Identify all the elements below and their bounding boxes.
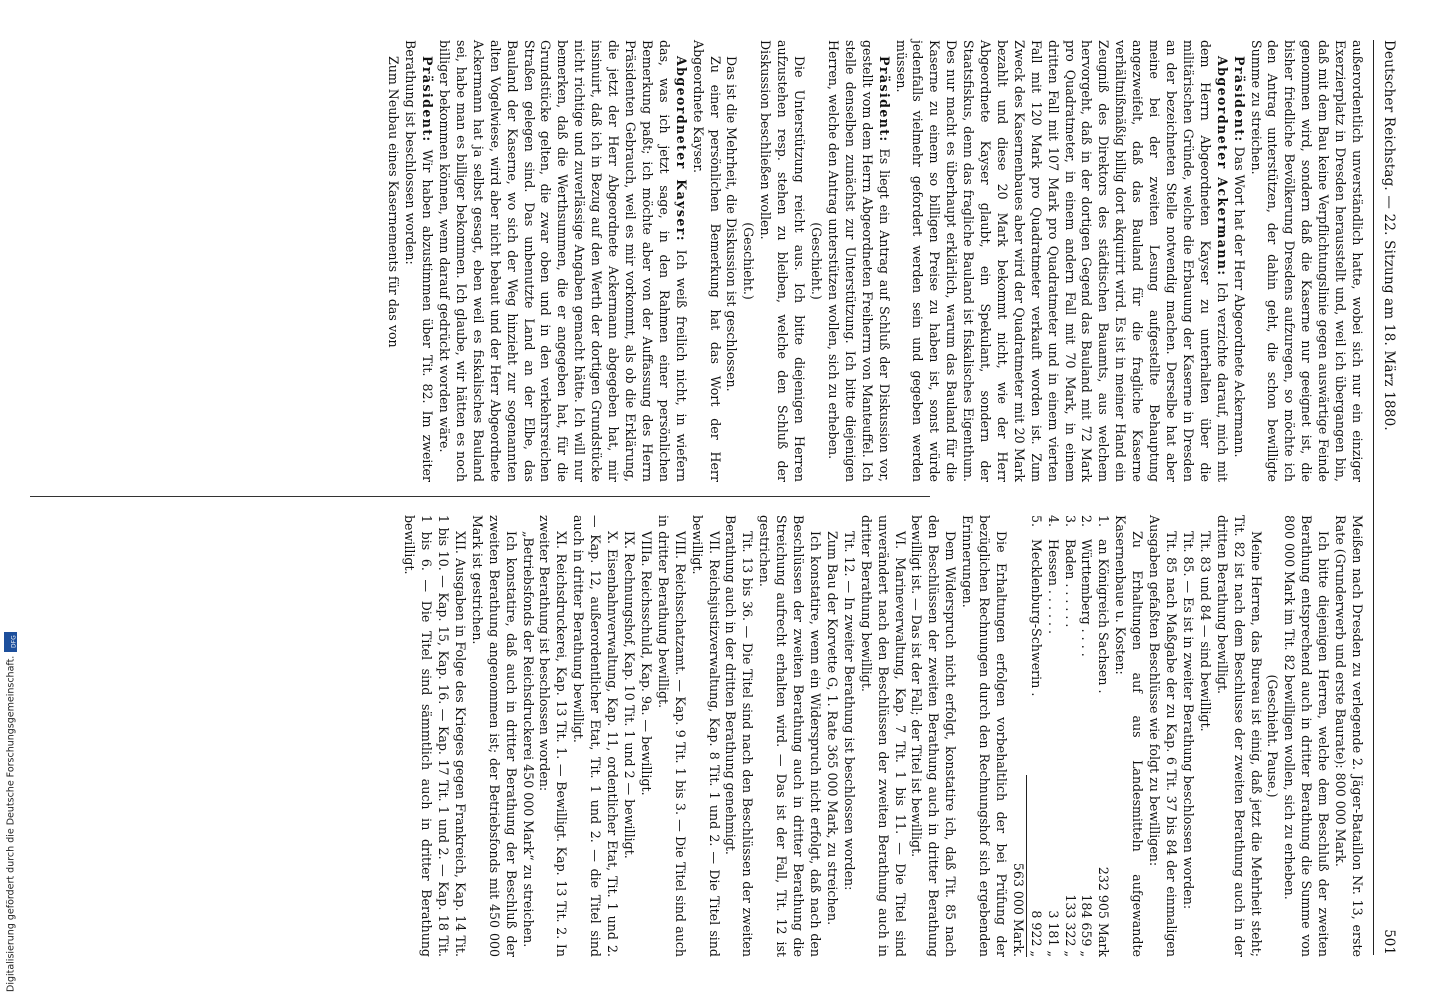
speaker-paragraph [824, 40, 892, 482]
tally-number: 3. [1062, 515, 1078, 528]
paragraph: Tit. 12. — In zweiter Berathung ist beschlossen worden: [841, 531, 857, 891]
stage-direction: (Geschieht.) [809, 222, 824, 300]
speaker-paragraph [401, 40, 435, 482]
paragraph: XI. Reichsdruckerei, Kap. 13 Tit. 1. — Bewilligt. Kap. 13 Tit. 2. In zweiter Berathung ist beschlossen worden: [537, 515, 570, 957]
column-left [30, 40, 1365, 482]
paragraph: Zum Neubau eines Kasernements für das von [386, 56, 402, 348]
paragraph: Tit. 83 und 84 — sind bewilligt. [1197, 531, 1213, 732]
paragraph: Die Unterstützung reicht aus. Ich bitte diejenigen Herren aufzustehen resp. stehen zu bleiben, welche den Schluß der Diskussion beschließen wollen. [758, 40, 808, 482]
tally-name: an Königreich Sachsen . [1096, 539, 1112, 694]
paragraph: Meißen nach Dresden zu verlegende 2. Jäger-Bataillon Nr. 13, erste Rate (Grunderwerb und erste Baurate): 800 000 Mark. [1333, 515, 1365, 957]
speech-text: Es liegt ein Antrag auf Schluß der Diskussion vor, gestellt vom dem Herrn Abgeordneten Freiherrn von Manteuffel. Ich stelle denselben zunächst zur Unterstützung. Ich bitte diejenigen Herren, welche den Antrag unterstützen wollen, sich zu erheben. [825, 40, 892, 482]
paragraph: VIIIa. Reichsschuld, Kap. 9a. — bewilligt. [638, 531, 654, 796]
speaker-name: Präsident: [1231, 56, 1247, 143]
paragraph: Das ist die Mehrheit, die Diskussion ist geschlossen. [724, 56, 740, 392]
paragraph: Zum Bau der Korvette G, 1. Rate 365 000 Mark, zu streichen. [824, 531, 840, 926]
tally-total: 563 000 Mark. [1009, 775, 1027, 957]
scanned-page [20, 10, 1405, 985]
tally-name: Württemberg . . . . [1079, 539, 1095, 657]
paragraph: Ich konstatire, wenn ein Widerspruch nicht erfolgt, daß nach den Beschlüssen der zweiten Berathung auch in dritter Berathung die Streichung aufrecht erhalten wird. — Das ist der Fall, Tit. 12 ist gestrichen. [757, 515, 823, 957]
paragraph: VII. Reichsjustizverwaltung, Kap. 8 Tit. 1 und 2. — Die Titel sind bewilligt. [689, 515, 722, 957]
stage-direction: (Geschieht. Pause.) [1265, 674, 1281, 798]
tally-number: 2. [1079, 515, 1095, 528]
header-rule [1373, 40, 1374, 955]
page-title: Deutscher Reichstag. — 22. Sitzung am 18. März 1880. [1381, 40, 1397, 431]
paragraph: „Betriebsfonds der Reichsdruckerei 450 000 Mark“ zu streichen. [520, 531, 536, 948]
paragraph: Tit. 13 bis 36. — Die Titel sind nach den Beschlüssen der zweiten Berathung auch in der dritten Berathung genehmigt. [723, 515, 756, 957]
stage-direction: (Geschieht.) [741, 222, 757, 300]
paragraph: Ich bitte diejenigen Herren, welche dem Beschluß der zweiten Berathung entsprechend auch in dritter Berathung die Summe von 800 000 Mark im Tit. 82 bewilligen wollen, sich zu erheben. [1282, 515, 1332, 957]
tally-name: Mecklenburg-Schwerin . [1028, 539, 1044, 697]
tally-amount: 184 659 „ [1079, 894, 1095, 957]
speaker-paragraph [892, 40, 1230, 482]
tally-row [1027, 515, 1044, 957]
tally-row [1078, 515, 1095, 957]
tally-row [1061, 515, 1078, 957]
dfg-logo: DFG [5, 632, 18, 652]
paragraph: außerordentlich unverständlich hatte, wobei sich nur ein einziger Exerzierplatz in Dresden herausstellt und, weil ich übergangen bin, daß mit dem Bau keine Verpflichtungslinie gegen auswärtige Feinde genommen wird, sondern daß die Kaserne nur geeignet ist, die bisher friedliche Bevölkerung Dresdens aufzuregen, so möchte ich den Antrag unterstützen, der dahin geht, die schon bewilligte Summe zu streichen. [1248, 40, 1365, 482]
tally-number: 5. [1028, 515, 1044, 528]
column-right [30, 515, 1365, 957]
speaker-name: Abgeordneter Kayser: [673, 56, 689, 242]
paragraph: Ich konstatire, daß auch in dritter Berathung der Beschluß der zweiten Berathung angenommen ist; der Betriebsfonds mit 450 000 Mark ist gestrichen. [469, 515, 519, 957]
column-divider [30, 496, 930, 497]
tally-row [1044, 515, 1061, 957]
credit-text: Digitalisierung gefördert durch die Deutsche Forschungsgemeinschaft. [5, 655, 17, 992]
paragraph: XII. Ausgaben in Folge des Krieges gegen Frankreich, Kap. 14 Tit. 1 bis 10. — Kap. 15, Kap. 16. — Kap. 17 Tit. 1 und 2. — Kap. 18 Tit. 1 bis 6. — Die Titel sind sämmtlich auch in dritter Berathung bewilligt. [402, 515, 468, 957]
speech-text: Wir haben abzustimmen über Tit. 82. Im zweiter Berathung ist beschlossen worden: [403, 40, 436, 482]
speech-text: Ich weiß freilich nicht, in wiefern das, was ich jetzt sage, in den Rahmen einer persönlichen Bemerkung paßt; ich möchte aber von der Auffassung des Herrn Präsidenten Gebrauch, weil es mir vorkommt, als ob die Erklärung, die jetzt der Herr Abgeordnete Ackermann abgegeben hat, mir insinuirt, daß ich in Bezug auf den Werth der dortigen Grundstücke nicht richtige und zuverlässige Angaben gemacht hätte. Ich will nur bemerken, daß die Werthsummen, die er angegeben hat, für die Grundstücke gelten, die zwar oben und in den verkehrsreichen Straßen gelegen sind. Das unbenutzte Land an der Elbe, das Bauland der Kaserne, wo sich der Weg hinzieht zur sogenannten alten Vogelwiese, wird aber nicht bebaut und der Herr Abgeordnete Ackermann hat ja selbst gesagt, eben weil es fiskalisches Bauland sei, habe man es billiger bekommen. Ich glaube, wir hätten es noch billiger bekommen können, wenn darauf gedrückt worden wäre. [437, 40, 689, 482]
tally-amount: 8 922 „ [1028, 910, 1044, 957]
page-number: 501 [1381, 929, 1397, 955]
page-upright [20, 10, 1405, 985]
tally-amount: 232 905 Mark [1096, 866, 1112, 957]
speaker-name: Abgeordneter Ackermann: [1214, 56, 1230, 277]
paragraph: Zu einer persönlichen Bemerkung hat das Wort der Herr Abgeordnete Kayser. [690, 40, 723, 482]
sidebar-credit [0, 0, 22, 1000]
tally-number: 4. [1045, 515, 1061, 528]
paragraph: Meine Herren, das Bureau ist einig, daß jetzt die Mehrheit steht; Tit. 82 ist nach dem Beschlusse der zweiten Berathung auch in der dritten Berathung bewilligt. [1214, 515, 1264, 957]
tally-row [1095, 515, 1112, 957]
paragraph: VI. Marineverwaltung, Kap. 7 Tit. 1 bis 11. — Die Titel sind unverändert nach den Beschlüssen der zweiten Berathung auch in dritter Berathung bewilligt. [858, 515, 908, 957]
paragraph: Tit. 85. — Es ist in zweiter Berathung beschlossen worden: [1180, 531, 1196, 910]
speaker-name: Präsident: [876, 56, 892, 143]
paragraph: Tit. 85 nach Maßgabe der zu Kap. 6 Tit. 37 bis 84 der einmaligen Ausgaben gefaßten Beschlüsse wie folgt zu bewilligen: [1147, 515, 1180, 957]
tally-amount: 133 322 „ [1062, 894, 1078, 957]
speaker-name: Präsident: [420, 56, 436, 143]
speech-text: Das Wort hat der Herr Abgeordnete Ackermann. [1231, 142, 1247, 458]
paragraph: VIII. Reichsschatzamt. — Kap. 9 Tit. 1 bis 3. — Die Titel sind auch in dritter Berathung bewilligt. [655, 515, 688, 957]
paragraph: IX. Rechnungshof, Kap. 10 Tit. 1 und 2 — bewilligt. [622, 531, 638, 859]
speaker-paragraph [435, 40, 689, 482]
paragraph: Zu Erhaltungen auf aus Landesmitteln aufgewandte Kasernenbaue u. Kosten: [1113, 515, 1146, 957]
tally-name: Hessen . . . . . . [1045, 539, 1061, 634]
tally-amount: 3 181 „ [1045, 910, 1061, 957]
running-header [1375, 40, 1397, 955]
tally-number: 1. [1096, 515, 1112, 528]
tally-name: Baden . . . . . . [1062, 539, 1078, 628]
paragraph: Dem Widerspruch nicht erfolgt, konstatire ich, daß Tit. 85 nach den Beschlüssen der zweiten Berathung auch in dritter Berathung bewilligt ist. — Das ist der Fall; der Titel ist bewilligt. [909, 515, 959, 957]
speech-text: Ich verzichte darauf, mich mit dem Herrn Abgeordneten Kayser zu unterhalten über die militärischen Gründe, welche die Erbauung der Kaserne in Dresden an der bezeichneten Stelle notwendig machen. Derselbe hat aber meine bei der zweiten Lesung aufgestellte Behauptung angezweifelt, daß das Bauland für die fragliche Kaserne verhältnißmäßig billig dort akquirirt wird. Es ist in meiner Hand ein Zeugniß des Direktors des städtischen Bauamts, aus welchem hervorgeht, daß in der dortigen Gegend das Bauland mit 72 Mark pro Quadratmeter, in einem andern Fall mit 70 Mark, in einem dritten Fall mit 107 Mark pro Quadratmeter und in einem vierten Fall mit 120 Mark pro Quadratmeter verkauft worden ist. Zum Zweck des Kasernenbaues aber wird der Quadratmeter mit 20 Mark bezahlt und diese 20 Mark bekommt nicht, wie der Herr Abgeordnete Kayser glaubt, ein Spekulant, sondern der Staatsfiskus, denn das fragliche Bauland ist fiskalisches Eigenthum. Des nur macht es überhaupt erklärlich, warum das Bauland für die Kaserne zu einem so billigen Preise zu haben ist, sonst würde jedenfalls vielmehr gefordert werden sein und gegeben werden müssen. [893, 40, 1230, 482]
paragraph: Die Erhaltungen erfolgen vorbehaltlich der bei Prüfung der bezüglichen Rechnungen durch den Rechnungshof sich ergebenden Erinnerungen. [960, 515, 1009, 957]
speaker-paragraph [1230, 40, 1247, 482]
paragraph: X. Eisenbahnverwaltung, Kap. 11, ordentlicher Etat, Tit. 1 und 2. — Kap. 12, außerordentlicher Etat, Tit. 1 und 2. — die Titel sind auch in dritter Berathung bewilligt. [571, 515, 621, 957]
